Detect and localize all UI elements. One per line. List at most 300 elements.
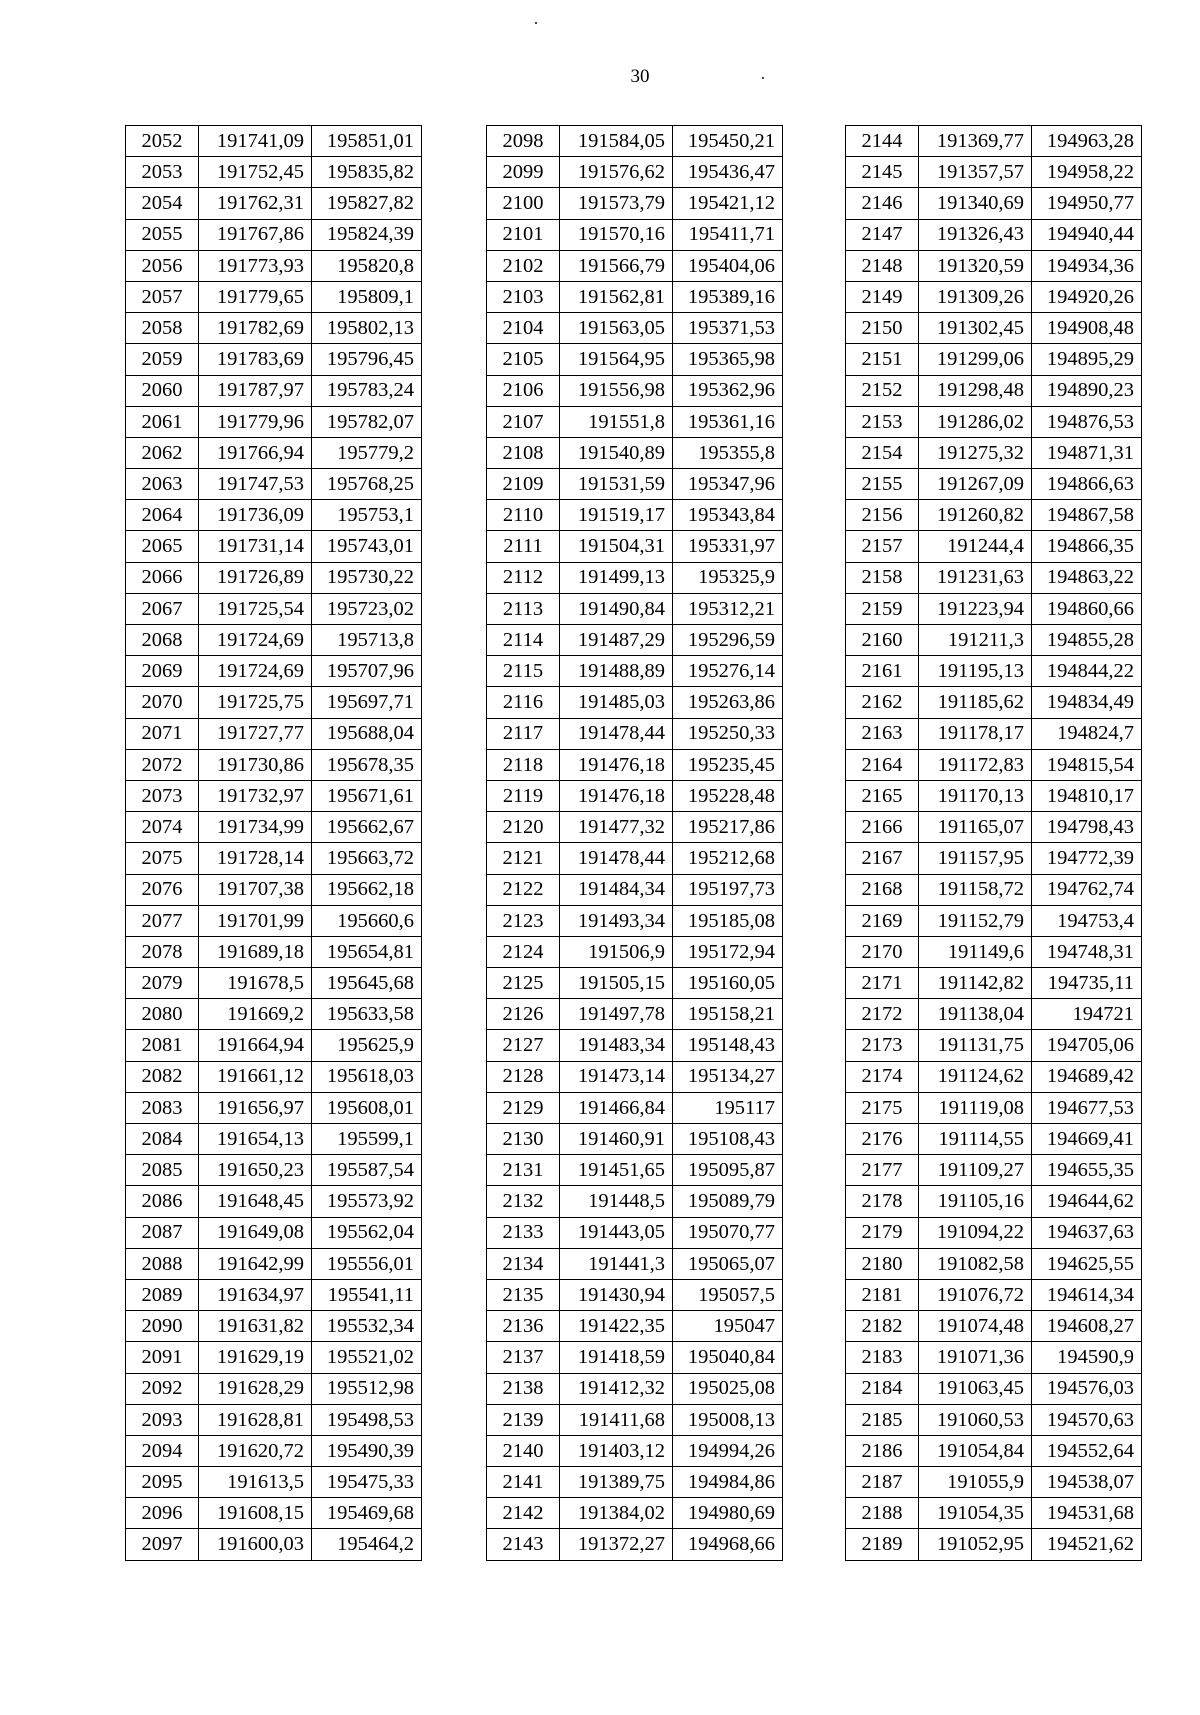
x-coordinate-cell: 191055,9 bbox=[919, 1467, 1032, 1498]
point-number-cell: 2128 bbox=[487, 1061, 560, 1092]
x-coordinate-cell: 191787,97 bbox=[199, 375, 312, 406]
x-coordinate-cell: 191584,05 bbox=[560, 126, 673, 157]
y-coordinate-cell: 195556,01 bbox=[312, 1248, 422, 1279]
table-row bbox=[126, 1467, 422, 1498]
x-coordinate-cell: 191752,45 bbox=[199, 157, 312, 188]
y-coordinate-cell: 195599,1 bbox=[312, 1124, 422, 1155]
point-number-cell: 2104 bbox=[487, 313, 560, 344]
point-number-cell: 2090 bbox=[126, 1311, 199, 1342]
y-coordinate-cell: 195782,07 bbox=[312, 406, 422, 437]
table-row bbox=[126, 562, 422, 593]
x-coordinate-cell: 191172,83 bbox=[919, 749, 1032, 780]
y-coordinate-cell: 195276,14 bbox=[673, 656, 783, 687]
x-coordinate-cell: 191275,32 bbox=[919, 437, 1032, 468]
point-number-cell: 2132 bbox=[487, 1186, 560, 1217]
table-row bbox=[126, 1311, 422, 1342]
table-row bbox=[487, 562, 783, 593]
x-coordinate-cell: 191071,36 bbox=[919, 1342, 1032, 1373]
point-number-cell: 2065 bbox=[126, 531, 199, 562]
y-coordinate-cell: 194908,48 bbox=[1032, 313, 1142, 344]
table-row bbox=[487, 1279, 783, 1310]
y-coordinate-cell: 195663,72 bbox=[312, 843, 422, 874]
table-row bbox=[846, 905, 1142, 936]
y-coordinate-cell: 194570,63 bbox=[1032, 1404, 1142, 1435]
y-coordinate-cell: 195662,67 bbox=[312, 812, 422, 843]
table-row bbox=[487, 1435, 783, 1466]
y-coordinate-cell: 194644,62 bbox=[1032, 1186, 1142, 1217]
point-number-cell: 2100 bbox=[487, 188, 560, 219]
point-number-cell: 2092 bbox=[126, 1373, 199, 1404]
x-coordinate-cell: 191531,59 bbox=[560, 469, 673, 500]
table-row bbox=[846, 780, 1142, 811]
y-coordinate-cell: 195047 bbox=[673, 1311, 783, 1342]
table-row bbox=[126, 1279, 422, 1310]
point-number-cell: 2162 bbox=[846, 687, 919, 718]
coordinate-table-1 bbox=[125, 125, 422, 1561]
point-number-cell: 2169 bbox=[846, 905, 919, 936]
point-number-cell: 2098 bbox=[487, 126, 560, 157]
x-coordinate-cell: 191783,69 bbox=[199, 344, 312, 375]
x-coordinate-cell: 191741,09 bbox=[199, 126, 312, 157]
point-number-cell: 2073 bbox=[126, 780, 199, 811]
y-coordinate-cell: 195697,71 bbox=[312, 687, 422, 718]
point-number-cell: 2103 bbox=[487, 281, 560, 312]
table-row bbox=[126, 1498, 422, 1529]
y-coordinate-cell: 194876,53 bbox=[1032, 406, 1142, 437]
x-coordinate-cell: 191648,45 bbox=[199, 1186, 312, 1217]
point-number-cell: 2156 bbox=[846, 500, 919, 531]
x-coordinate-cell: 191724,69 bbox=[199, 656, 312, 687]
y-coordinate-cell: 194866,35 bbox=[1032, 531, 1142, 562]
y-coordinate-cell: 194705,06 bbox=[1032, 1030, 1142, 1061]
x-coordinate-cell: 191418,59 bbox=[560, 1342, 673, 1373]
x-coordinate-cell: 191124,62 bbox=[919, 1061, 1032, 1092]
point-number-cell: 2117 bbox=[487, 718, 560, 749]
x-coordinate-cell: 191451,65 bbox=[560, 1155, 673, 1186]
table-row bbox=[846, 1279, 1142, 1310]
y-coordinate-cell: 194762,74 bbox=[1032, 874, 1142, 905]
y-coordinate-cell: 195235,45 bbox=[673, 749, 783, 780]
point-number-cell: 2187 bbox=[846, 1467, 919, 1498]
table-row bbox=[126, 313, 422, 344]
y-coordinate-cell: 194855,28 bbox=[1032, 625, 1142, 656]
point-number-cell: 2086 bbox=[126, 1186, 199, 1217]
x-coordinate-cell: 191473,14 bbox=[560, 1061, 673, 1092]
y-coordinate-cell: 194994,26 bbox=[673, 1435, 783, 1466]
y-coordinate-cell: 195633,58 bbox=[312, 999, 422, 1030]
table-row bbox=[846, 1373, 1142, 1404]
y-coordinate-cell: 194871,31 bbox=[1032, 437, 1142, 468]
x-coordinate-cell: 191656,97 bbox=[199, 1092, 312, 1123]
table-row bbox=[126, 1529, 422, 1560]
table-row bbox=[487, 874, 783, 905]
point-number-cell: 2120 bbox=[487, 812, 560, 843]
y-coordinate-cell: 194844,22 bbox=[1032, 656, 1142, 687]
table-row bbox=[846, 188, 1142, 219]
table-row bbox=[487, 1155, 783, 1186]
table-row bbox=[126, 188, 422, 219]
y-coordinate-cell: 194866,63 bbox=[1032, 469, 1142, 500]
table-row bbox=[487, 1124, 783, 1155]
y-coordinate-cell: 195827,82 bbox=[312, 188, 422, 219]
point-number-cell: 2121 bbox=[487, 843, 560, 874]
point-number-cell: 2107 bbox=[487, 406, 560, 437]
point-number-cell: 2094 bbox=[126, 1435, 199, 1466]
y-coordinate-cell: 195743,01 bbox=[312, 531, 422, 562]
x-coordinate-cell: 191185,62 bbox=[919, 687, 1032, 718]
y-coordinate-cell: 195108,43 bbox=[673, 1124, 783, 1155]
x-coordinate-cell: 191448,5 bbox=[560, 1186, 673, 1217]
table-row bbox=[126, 1030, 422, 1061]
point-number-cell: 2165 bbox=[846, 780, 919, 811]
table-row bbox=[846, 1529, 1142, 1560]
table-row bbox=[487, 656, 783, 687]
x-coordinate-cell: 191483,34 bbox=[560, 1030, 673, 1061]
y-coordinate-cell: 195783,24 bbox=[312, 375, 422, 406]
x-coordinate-cell: 191149,6 bbox=[919, 936, 1032, 967]
point-number-cell: 2085 bbox=[126, 1155, 199, 1186]
table-row bbox=[846, 718, 1142, 749]
x-coordinate-cell: 191357,57 bbox=[919, 157, 1032, 188]
point-number-cell: 2110 bbox=[487, 500, 560, 531]
x-coordinate-cell: 191576,62 bbox=[560, 157, 673, 188]
point-number-cell: 2119 bbox=[487, 780, 560, 811]
y-coordinate-cell: 194984,86 bbox=[673, 1467, 783, 1498]
point-number-cell: 2064 bbox=[126, 500, 199, 531]
x-coordinate-cell: 191138,04 bbox=[919, 999, 1032, 1030]
y-coordinate-cell: 195618,03 bbox=[312, 1061, 422, 1092]
point-number-cell: 2153 bbox=[846, 406, 919, 437]
table-row bbox=[846, 1404, 1142, 1435]
x-coordinate-cell: 191734,99 bbox=[199, 812, 312, 843]
point-number-cell: 2087 bbox=[126, 1217, 199, 1248]
point-number-cell: 2060 bbox=[126, 375, 199, 406]
point-number-cell: 2179 bbox=[846, 1217, 919, 1248]
x-coordinate-cell: 191298,48 bbox=[919, 375, 1032, 406]
y-coordinate-cell: 194521,62 bbox=[1032, 1529, 1142, 1560]
table-row bbox=[846, 749, 1142, 780]
table-row bbox=[126, 843, 422, 874]
table-row bbox=[126, 625, 422, 656]
point-number-cell: 2054 bbox=[126, 188, 199, 219]
point-number-cell: 2081 bbox=[126, 1030, 199, 1061]
table-row bbox=[487, 1529, 783, 1560]
y-coordinate-cell: 195158,21 bbox=[673, 999, 783, 1030]
point-number-cell: 2074 bbox=[126, 812, 199, 843]
table-row bbox=[487, 1061, 783, 1092]
point-number-cell: 2155 bbox=[846, 469, 919, 500]
x-coordinate-cell: 191570,16 bbox=[560, 219, 673, 250]
y-coordinate-cell: 194867,58 bbox=[1032, 500, 1142, 531]
point-number-cell: 2137 bbox=[487, 1342, 560, 1373]
point-number-cell: 2176 bbox=[846, 1124, 919, 1155]
y-coordinate-cell: 194860,66 bbox=[1032, 593, 1142, 624]
table-row bbox=[846, 406, 1142, 437]
point-number-cell: 2084 bbox=[126, 1124, 199, 1155]
y-coordinate-cell: 195820,8 bbox=[312, 250, 422, 281]
table-row bbox=[126, 500, 422, 531]
y-coordinate-cell: 195796,45 bbox=[312, 344, 422, 375]
point-number-cell: 2149 bbox=[846, 281, 919, 312]
point-number-cell: 2067 bbox=[126, 593, 199, 624]
point-number-cell: 2171 bbox=[846, 968, 919, 999]
table-row bbox=[846, 812, 1142, 843]
table-row bbox=[487, 1404, 783, 1435]
y-coordinate-cell: 195355,8 bbox=[673, 437, 783, 468]
point-number-cell: 2101 bbox=[487, 219, 560, 250]
point-number-cell: 2108 bbox=[487, 437, 560, 468]
y-coordinate-cell: 195148,43 bbox=[673, 1030, 783, 1061]
y-coordinate-cell: 194834,49 bbox=[1032, 687, 1142, 718]
x-coordinate-cell: 191497,78 bbox=[560, 999, 673, 1030]
x-coordinate-cell: 191490,84 bbox=[560, 593, 673, 624]
table-row bbox=[487, 1030, 783, 1061]
y-coordinate-cell: 195753,1 bbox=[312, 500, 422, 531]
table-row bbox=[846, 656, 1142, 687]
x-coordinate-cell: 191119,08 bbox=[919, 1092, 1032, 1123]
table-row bbox=[487, 1311, 783, 1342]
table-row bbox=[126, 1217, 422, 1248]
x-coordinate-cell: 191504,31 bbox=[560, 531, 673, 562]
y-coordinate-cell: 194614,34 bbox=[1032, 1279, 1142, 1310]
x-coordinate-cell: 191223,94 bbox=[919, 593, 1032, 624]
table-row bbox=[126, 999, 422, 1030]
y-coordinate-cell: 195662,18 bbox=[312, 874, 422, 905]
y-coordinate-cell: 195541,11 bbox=[312, 1279, 422, 1310]
x-coordinate-cell: 191631,82 bbox=[199, 1311, 312, 1342]
y-coordinate-cell: 195421,12 bbox=[673, 188, 783, 219]
point-number-cell: 2185 bbox=[846, 1404, 919, 1435]
point-number-cell: 2078 bbox=[126, 936, 199, 967]
x-coordinate-cell: 191782,69 bbox=[199, 313, 312, 344]
y-coordinate-cell: 195389,16 bbox=[673, 281, 783, 312]
x-coordinate-cell: 191724,69 bbox=[199, 625, 312, 656]
point-number-cell: 2157 bbox=[846, 531, 919, 562]
x-coordinate-cell: 191476,18 bbox=[560, 749, 673, 780]
y-coordinate-cell: 194890,23 bbox=[1032, 375, 1142, 406]
y-coordinate-cell: 195512,98 bbox=[312, 1373, 422, 1404]
y-coordinate-cell: 195851,01 bbox=[312, 126, 422, 157]
point-number-cell: 2077 bbox=[126, 905, 199, 936]
table-row bbox=[846, 562, 1142, 593]
point-number-cell: 2152 bbox=[846, 375, 919, 406]
table-row bbox=[487, 936, 783, 967]
table-row bbox=[126, 531, 422, 562]
coordinate-table-3 bbox=[845, 125, 1142, 1561]
x-coordinate-cell: 191628,29 bbox=[199, 1373, 312, 1404]
point-number-cell: 2125 bbox=[487, 968, 560, 999]
x-coordinate-cell: 191747,53 bbox=[199, 469, 312, 500]
y-coordinate-cell: 195688,04 bbox=[312, 718, 422, 749]
point-number-cell: 2113 bbox=[487, 593, 560, 624]
y-coordinate-cell: 194689,42 bbox=[1032, 1061, 1142, 1092]
x-coordinate-cell: 191302,45 bbox=[919, 313, 1032, 344]
y-coordinate-cell: 194968,66 bbox=[673, 1529, 783, 1560]
x-coordinate-cell: 191178,17 bbox=[919, 718, 1032, 749]
y-coordinate-cell: 195730,22 bbox=[312, 562, 422, 593]
table-row bbox=[126, 126, 422, 157]
table-row bbox=[126, 718, 422, 749]
table-row bbox=[126, 905, 422, 936]
point-number-cell: 2164 bbox=[846, 749, 919, 780]
x-coordinate-cell: 191669,2 bbox=[199, 999, 312, 1030]
point-number-cell: 2116 bbox=[487, 687, 560, 718]
point-number-cell: 2053 bbox=[126, 157, 199, 188]
table-row bbox=[846, 531, 1142, 562]
point-number-cell: 2160 bbox=[846, 625, 919, 656]
y-coordinate-cell: 195185,08 bbox=[673, 905, 783, 936]
table-row bbox=[487, 531, 783, 562]
point-number-cell: 2106 bbox=[487, 375, 560, 406]
point-number-cell: 2076 bbox=[126, 874, 199, 905]
table-row bbox=[487, 250, 783, 281]
y-coordinate-cell: 194735,11 bbox=[1032, 968, 1142, 999]
x-coordinate-cell: 191340,69 bbox=[919, 188, 1032, 219]
table-row bbox=[487, 780, 783, 811]
y-coordinate-cell: 195802,13 bbox=[312, 313, 422, 344]
point-number-cell: 2140 bbox=[487, 1435, 560, 1466]
y-coordinate-cell: 195521,02 bbox=[312, 1342, 422, 1373]
coordinate-table-2 bbox=[486, 125, 783, 1561]
table-row bbox=[846, 593, 1142, 624]
y-coordinate-cell: 194798,43 bbox=[1032, 812, 1142, 843]
x-coordinate-cell: 191082,58 bbox=[919, 1248, 1032, 1279]
point-number-cell: 2056 bbox=[126, 250, 199, 281]
x-coordinate-cell: 191628,81 bbox=[199, 1404, 312, 1435]
y-coordinate-cell: 194608,27 bbox=[1032, 1311, 1142, 1342]
y-coordinate-cell: 195040,84 bbox=[673, 1342, 783, 1373]
y-coordinate-cell: 195678,35 bbox=[312, 749, 422, 780]
point-number-cell: 2130 bbox=[487, 1124, 560, 1155]
point-number-cell: 2183 bbox=[846, 1342, 919, 1373]
point-number-cell: 2129 bbox=[487, 1092, 560, 1123]
x-coordinate-cell: 191654,13 bbox=[199, 1124, 312, 1155]
y-coordinate-cell: 194810,17 bbox=[1032, 780, 1142, 811]
x-coordinate-cell: 191556,98 bbox=[560, 375, 673, 406]
table-row bbox=[846, 843, 1142, 874]
x-coordinate-cell: 191608,15 bbox=[199, 1498, 312, 1529]
x-coordinate-cell: 191412,32 bbox=[560, 1373, 673, 1404]
y-coordinate-cell: 195361,16 bbox=[673, 406, 783, 437]
y-coordinate-cell: 195490,39 bbox=[312, 1435, 422, 1466]
x-coordinate-cell: 191564,95 bbox=[560, 344, 673, 375]
point-number-cell: 2122 bbox=[487, 874, 560, 905]
x-coordinate-cell: 191211,3 bbox=[919, 625, 1032, 656]
x-coordinate-cell: 191369,77 bbox=[919, 126, 1032, 157]
point-number-cell: 2118 bbox=[487, 749, 560, 780]
table-row bbox=[846, 250, 1142, 281]
point-number-cell: 2188 bbox=[846, 1498, 919, 1529]
point-number-cell: 2134 bbox=[487, 1248, 560, 1279]
point-number-cell: 2088 bbox=[126, 1248, 199, 1279]
x-coordinate-cell: 191732,97 bbox=[199, 780, 312, 811]
point-number-cell: 2151 bbox=[846, 344, 919, 375]
x-coordinate-cell: 191430,94 bbox=[560, 1279, 673, 1310]
y-coordinate-cell: 195172,94 bbox=[673, 936, 783, 967]
table-row bbox=[846, 219, 1142, 250]
table-row bbox=[846, 1498, 1142, 1529]
y-coordinate-cell: 194920,26 bbox=[1032, 281, 1142, 312]
x-coordinate-cell: 191573,79 bbox=[560, 188, 673, 219]
table-row bbox=[846, 1342, 1142, 1373]
x-coordinate-cell: 191105,16 bbox=[919, 1186, 1032, 1217]
y-coordinate-cell: 195331,97 bbox=[673, 531, 783, 562]
table-row bbox=[487, 1467, 783, 1498]
y-coordinate-cell: 194940,44 bbox=[1032, 219, 1142, 250]
y-coordinate-cell: 194958,22 bbox=[1032, 157, 1142, 188]
y-coordinate-cell: 195212,68 bbox=[673, 843, 783, 874]
x-coordinate-cell: 191773,93 bbox=[199, 250, 312, 281]
x-coordinate-cell: 191478,44 bbox=[560, 718, 673, 749]
table-row bbox=[846, 1061, 1142, 1092]
point-number-cell: 2075 bbox=[126, 843, 199, 874]
point-number-cell: 2061 bbox=[126, 406, 199, 437]
y-coordinate-cell: 194963,28 bbox=[1032, 126, 1142, 157]
y-coordinate-cell: 195371,53 bbox=[673, 313, 783, 344]
x-coordinate-cell: 191540,89 bbox=[560, 437, 673, 468]
table-row bbox=[846, 344, 1142, 375]
y-coordinate-cell: 195671,61 bbox=[312, 780, 422, 811]
table-row bbox=[846, 968, 1142, 999]
x-coordinate-cell: 191642,99 bbox=[199, 1248, 312, 1279]
y-coordinate-cell: 195160,05 bbox=[673, 968, 783, 999]
x-coordinate-cell: 191157,95 bbox=[919, 843, 1032, 874]
table-row bbox=[126, 687, 422, 718]
x-coordinate-cell: 191484,34 bbox=[560, 874, 673, 905]
x-coordinate-cell: 191142,82 bbox=[919, 968, 1032, 999]
point-number-cell: 2141 bbox=[487, 1467, 560, 1498]
table-row bbox=[846, 1311, 1142, 1342]
x-coordinate-cell: 191551,8 bbox=[560, 406, 673, 437]
table-row bbox=[487, 469, 783, 500]
table-row bbox=[487, 1092, 783, 1123]
table-row bbox=[487, 157, 783, 188]
y-coordinate-cell: 194721 bbox=[1032, 999, 1142, 1030]
table-row bbox=[846, 936, 1142, 967]
point-number-cell: 2082 bbox=[126, 1061, 199, 1092]
point-number-cell: 2170 bbox=[846, 936, 919, 967]
table-row bbox=[846, 375, 1142, 406]
y-coordinate-cell: 195450,21 bbox=[673, 126, 783, 157]
table-row bbox=[487, 749, 783, 780]
point-number-cell: 2127 bbox=[487, 1030, 560, 1061]
y-coordinate-cell: 195362,96 bbox=[673, 375, 783, 406]
point-number-cell: 2089 bbox=[126, 1279, 199, 1310]
point-number-cell: 2186 bbox=[846, 1435, 919, 1466]
y-coordinate-cell: 195343,84 bbox=[673, 500, 783, 531]
table-row bbox=[846, 874, 1142, 905]
table-row bbox=[846, 1186, 1142, 1217]
point-number-cell: 2102 bbox=[487, 250, 560, 281]
point-number-cell: 2071 bbox=[126, 718, 199, 749]
y-coordinate-cell: 195573,92 bbox=[312, 1186, 422, 1217]
point-number-cell: 2058 bbox=[126, 313, 199, 344]
y-coordinate-cell: 195824,39 bbox=[312, 219, 422, 250]
point-number-cell: 2166 bbox=[846, 812, 919, 843]
point-number-cell: 2080 bbox=[126, 999, 199, 1030]
y-coordinate-cell: 195469,68 bbox=[312, 1498, 422, 1529]
table-row bbox=[487, 1248, 783, 1279]
table-row bbox=[126, 593, 422, 624]
x-coordinate-cell: 191487,29 bbox=[560, 625, 673, 656]
table-row bbox=[487, 718, 783, 749]
x-coordinate-cell: 191678,5 bbox=[199, 968, 312, 999]
point-number-cell: 2099 bbox=[487, 157, 560, 188]
point-number-cell: 2178 bbox=[846, 1186, 919, 1217]
x-coordinate-cell: 191779,65 bbox=[199, 281, 312, 312]
table-row bbox=[846, 500, 1142, 531]
point-number-cell: 2167 bbox=[846, 843, 919, 874]
